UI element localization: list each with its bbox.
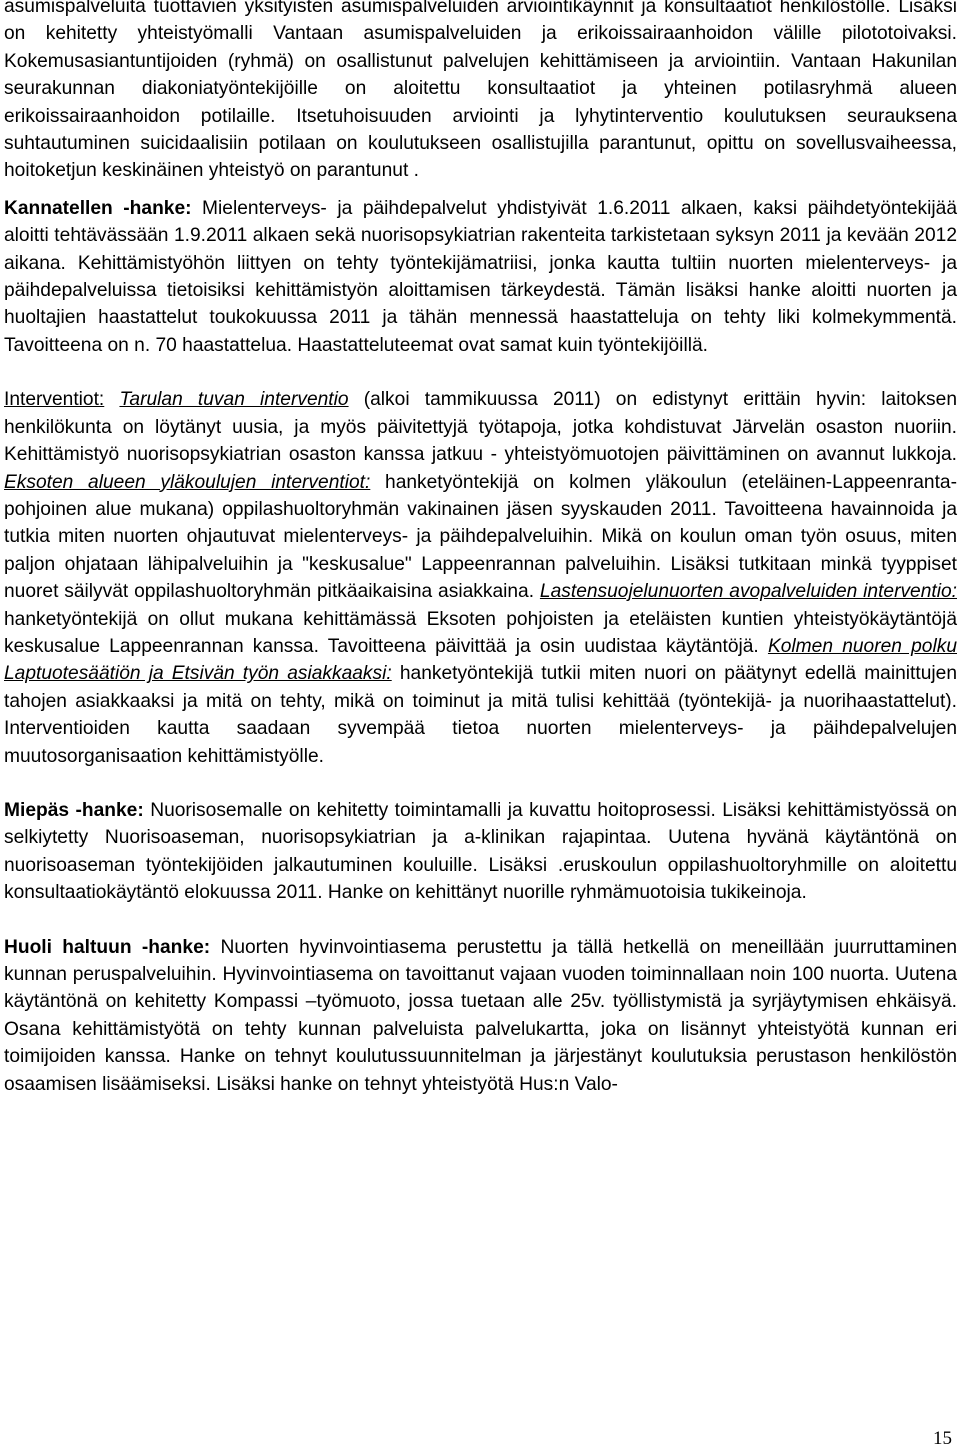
body-text: asumispalveluita tuottavien yksityisten asumispalveluiden arviointikäynnit ja konsultaatiot henkilöstölle. Lisäksi on kehitetty yhteistyömalli Vantaan asumispalveluiden ja erikoissairaanhoidon välille pilototoivaksi. Kokemusasiantuntijoiden (ryhmä) on osallistunut palvelujen kehittämiseen ja arviointiin. Vantaan Hakunilan seurakunnan diakoniatyöntekijöille on aloitettu konsultaatiot ja yhteinen potilasryhmä alueen erikoissairaanhoidon potilaille. Itsetuhoisuuden arviointi ja lyhytinterventio koulutuksen seurauksena suhtautuminen suicidaalisiin potilaan on koulutukseen osallistujilla parantunut, opittu on sovellusvaiheessa, hoitoketjun keskinäinen yhteistyö on parantunut . — [4, 0, 957, 182]
emphasized-text: Kolmen nuoren polku Laptuotesäätiön ja Etsivän työn asiakkaaksi: — [4, 635, 957, 685]
body-text: hanketyöntekijä on ollut mukana kehittämässä Eksoten pohjoisten ja eteläisten kuntien yhteistyökäytäntöjä keskusalue Lappeenrannan kanssa. Tavoitteena päivittää ja osin uudistaa käytäntöjä. — [4, 608, 957, 657]
document-page — [4, 0, 957, 1098]
paragraph-intro — [4, 0, 957, 185]
emphasized-text: Huoli haltuun -hanke: — [4, 936, 211, 958]
paragraph-miepas — [4, 797, 957, 907]
body-text: hanketyöntekijä tutkii miten nuori on päätynyt edellä mainittujen tahojen asiakkaaksi ja mitä on tehty, mikä on toiminut ja mitä tulisi kehittää (työntekijä- ja nuorihaastattelut). Interventioiden kautta saadaan syvempää tietoa nuorten mielenterveys- ja päihdepalvelujen muutosorganisaation kehittämistyölle. — [4, 663, 957, 767]
emphasized-text: Miepäs -hanke: — [4, 799, 144, 821]
paragraph-huoli — [4, 934, 957, 1098]
emphasized-text: Interventiot: — [4, 389, 105, 411]
body-text: Nuorisosemalle on kehitetty toimintamalli ja kuvattu hoitoprosessi. Lisäksi kehittämistyössä on selkiytetty Nuorisoaseman, nuorisopsykiatrian ja a-klinikan rajapintaa. Uutena hyvänä käytäntönä on nuorisoaseman työntekijöiden jalkautuminen kouluille. Lisäksi .eruskoulun oppilashuoltoryhmille on aloitettu konsultaatiokäytäntö elokuussa 2011. Hanke on kehittänyt nuorille ryhmämuotoisia tukikeinoja. — [4, 799, 957, 904]
emphasized-text: Eksoten alueen yläkoulujen interventiot: — [4, 471, 371, 493]
body-text: Mielenterveys- ja päihdepalvelut yhdistyivät 1.6.2011 alkaen, kaksi päihdetyöntekijää aloitti tehtävässään 1.9.2011 alkaen sekä nuorisopsykiatrian rakenteita tarkistetaan syksyn 2011 ja kevään 2012 aikana. Kehittämistyöhön liittyen on tehty työntekijämatriisi, jonka kautta tultiin nuorten mielenterveys- ja päihdepalveluissa tietoisiksi kehittämistyön aloittamisen tärkeydestä. Tämän lisäksi hanke aloitti nuorten ja huoltajien haastattelut toukokuussa 2011 ja tähän mennessä haastatteluja on tehty liki kolmekymmentä. Tavoitteena on n. 70 haastattelua. Haastatteluteemat ovat samat kuin työntekijöillä. — [4, 197, 957, 356]
page-number: 15 — [933, 1428, 952, 1449]
paragraph-kannatellen — [4, 195, 957, 359]
body-text — [104, 389, 119, 410]
paragraph-interventiot — [4, 386, 957, 770]
body-text: (alkoi tammikuussa 2011) on edistynyt erittäin hyvin: laitoksen henkilökunta on löytänyt uusia, ja myös päivitettyjä työtapoja, jotka kohdistuvat Järvelän osaston nuoriin. Kehittämistyö nuorisopsykiatrian osaston kanssa jatkuu - yhteistyömuotojen päivittäminen on avannut lukkoja. — [4, 389, 957, 466]
emphasized-text: Tarulan tuvan interventio — [119, 389, 349, 411]
emphasized-text: Kannatellen -hanke: — [4, 197, 192, 219]
emphasized-text: Lastensuojelunuorten avopalveluiden interventio: — [539, 581, 957, 603]
body-text: Nuorten hyvinvointiasema perustettu ja tällä hetkellä on meneillään juurruttaminen kunnan peruspalveluihin. Hyvinvointiasema on tavoittanut vajaan vuoden toiminnallaan noin 100 nuorta. Uutena käytäntönä on kehitetty Kompassi –työmuoto, jossa tuetaan alle 25v. työllistymistä ja syrjäytymisen ehkäisyä. Osana kehittämistyötä on tehty kunnan palveluista palvelukartta, joka on lisännyt yhteistyötä kunnan eri toimijoiden kanssa. Hanke on tehnyt koulutussuunnitelman ja järjestänyt koulutuksia perustason henkilöstön osaamisen lisäämiseksi. Lisäksi hanke on tehnyt yhteistyötä Hus:n Valo- — [4, 936, 957, 1095]
body-text: hanketyöntekijä on kolmen yläkoulun (eteläinen-Lappeenranta-pohjoinen alue mukana) oppilashuoltoryhmän vakinainen jäsen syyskauden 2011. Tavoitteena havainnoida ja tutkia miten nuorten ohjautuvat mielenterveys- ja päihdepalveluihin. Mikä on koulun oman työn osuus, miten paljon ohjataan lähipalveluihin ja "keskusalue" Lappeenrannan palveluihin. Lisäksi tutkitaan minkä tyyppiset nuoret säilyvät oppilashuoltoryhmän pitkäaikaisina asiakkaina. — [4, 471, 957, 603]
